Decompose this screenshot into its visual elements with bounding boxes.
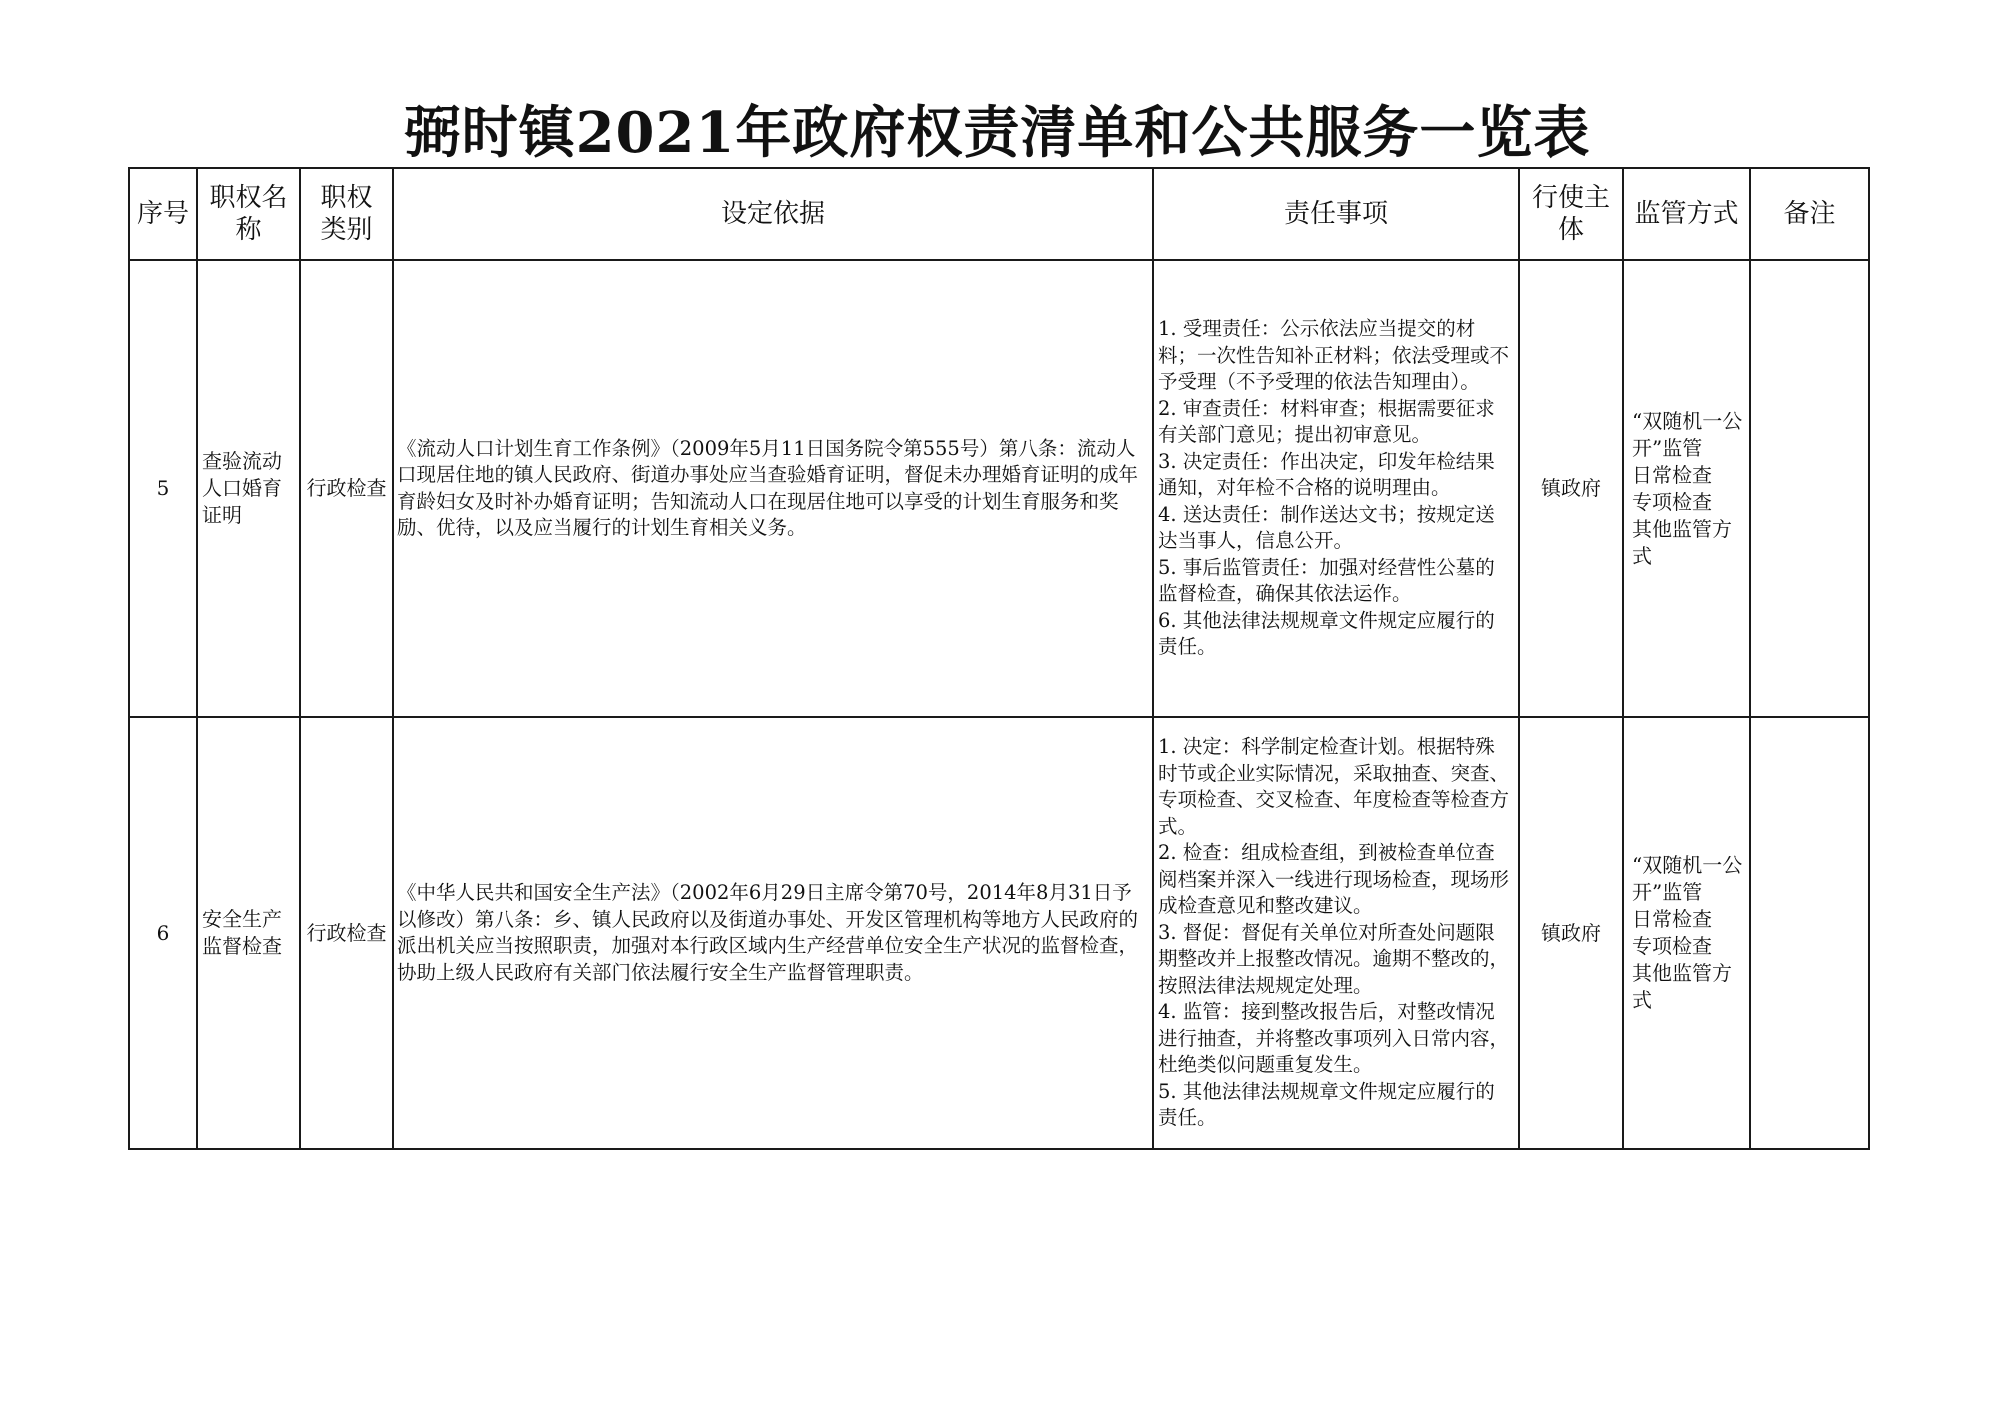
cell-remarks [1750,260,1869,717]
cell-seq: 6 [129,717,197,1149]
header-basis: 设定依据 [393,168,1153,260]
header-category: 职权类别 [300,168,393,260]
page-title: 弼时镇2021年政府权责清单和公共服务一览表 [404,100,1591,166]
header-name: 职权名称 [197,168,300,260]
cell-name: 安全生产监督检查 [197,717,300,1149]
header-responsibility: 责任事项 [1153,168,1519,260]
cell-responsibility: 1. 受理责任：公示依法应当提交的材料；一次性告知补正材料；依法受理或不予受理（不予受理的依法告知理由）。 2. 审查责任：材料审查；根据需要征求有关部门意见；提出初审意见。 3. 决定责任：作出决定，印发年检结果通知，对年检不合格的说明理由。 4. 送达责任：制作送达文书；按规定送达当事人，信息公开。 5. 事后监管责任：加强对经营性公墓的监督检查，确保其依法运作。 6. 其他法律法规规章文件规定应履行的责任。 [1153,260,1519,717]
cell-supervision: “双随机一公开”监管 日常检查 专项检查 其他监管方式 [1623,717,1750,1149]
table-row [129,260,1869,717]
header-supervision: 监管方式 [1623,168,1750,260]
cell-subject: 镇政府 [1519,260,1623,717]
table-header-row [129,168,1869,260]
responsibility-table [128,167,1870,1150]
header-subject: 行使主体 [1519,168,1623,260]
header-remarks: 备注 [1750,168,1869,260]
table-row [129,717,1869,1149]
cell-basis: 《中华人民共和国安全生产法》（2002年6月29日主席令第70号，2014年8月31日予以修改）第八条：乡、镇人民政府以及街道办事处、开发区管理机构等地方人民政府的派出机关应当按照职责，加强对本行政区域内生产经营单位安全生产状况的监督检查，协助上级人民政府有关部门依法履行安全生产监督管理职责。 [393,717,1153,1149]
cell-category: 行政检查 [300,717,393,1149]
cell-seq: 5 [129,260,197,717]
cell-name: 查验流动人口婚育证明 [197,260,300,717]
cell-remarks [1750,717,1869,1149]
cell-basis: 《流动人口计划生育工作条例》（2009年5月11日国务院令第555号）第八条：流动人口现居住地的镇人民政府、街道办事处应当查验婚育证明，督促未办理婚育证明的成年育龄妇女及时补办婚育证明；告知流动人口在现居住地可以享受的计划生育服务和奖励、优待，以及应当履行的计划生育相关义务。 [393,260,1153,717]
cell-responsibility: 1. 决定：科学制定检查计划。根据特殊时节或企业实际情况，采取抽查、突查、专项检查、交叉检查、年度检查等检查方式。 2. 检查：组成检查组，到被检查单位查阅档案并深入一线进行现场检查，现场形成检查意见和整改建议。 3. 督促：督促有关单位对所查处问题限期整改并上报整改情况。逾期不整改的，按照法律法规规定处理。 4. 监管：接到整改报告后，对整改情况进行抽查，并将整改事项列入日常内容，杜绝类似问题重复发生。 5. 其他法律法规规章文件规定应履行的责任。 [1153,717,1519,1149]
cell-supervision: “双随机一公开”监管 日常检查 专项检查 其他监管方式 [1623,260,1750,717]
cell-subject: 镇政府 [1519,717,1623,1149]
header-seq: 序号 [129,168,197,260]
cell-category: 行政检查 [300,260,393,717]
